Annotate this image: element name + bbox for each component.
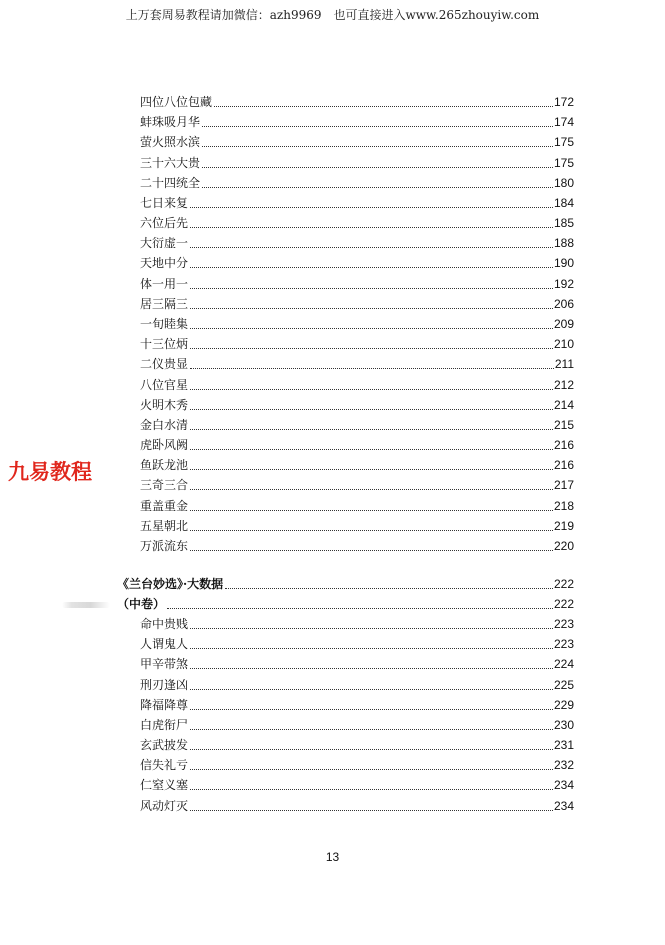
toc-entry-page: 175 (553, 135, 574, 149)
toc-entry-title: 《兰台妙选》·大数据 (117, 577, 224, 591)
toc-entry-title: 风动灯灭 (140, 799, 189, 813)
toc-entry-title: 一旬睦集 (140, 317, 189, 331)
dot-leader (167, 607, 553, 609)
toc-entry-title: 蚌珠吸月华 (140, 115, 201, 129)
toc-entry[interactable] (140, 132, 574, 152)
toc-entry-title: （中卷） (117, 597, 166, 611)
toc-entry-page: 219 (553, 519, 574, 533)
toc-entry-title: 天地中分 (140, 256, 189, 270)
toc-entry[interactable] (140, 614, 574, 634)
dot-leader (190, 307, 553, 309)
toc-entry-title: 八位官星 (140, 378, 189, 392)
dot-leader (190, 266, 553, 268)
dot-leader (190, 728, 553, 730)
toc-entry-page: 175 (553, 156, 574, 170)
toc-entry-page: 215 (553, 418, 574, 432)
toc-entry[interactable] (140, 314, 574, 334)
toc-entry[interactable] (140, 516, 574, 536)
dot-leader (190, 647, 553, 649)
dot-leader (190, 688, 553, 690)
toc-entry-page: 206 (553, 297, 574, 311)
toc-entry-title: 七日来复 (140, 196, 189, 210)
toc-entry-page: 180 (553, 176, 574, 190)
toc-entry[interactable] (140, 375, 574, 395)
toc-entry-title: 鱼跃龙池 (140, 458, 189, 472)
toc-entry-title: 万派流东 (140, 539, 189, 553)
toc-entry-title: 大衍虚一 (140, 236, 189, 250)
dot-leader (190, 428, 553, 430)
toc-entry[interactable] (140, 173, 574, 193)
dot-leader (190, 708, 553, 710)
toc-entry-title: 三十六大贵 (140, 156, 201, 170)
page-number: 13 (325, 850, 340, 864)
toc-entry-page: 223 (553, 637, 574, 651)
toc-entry[interactable] (140, 112, 574, 132)
toc-entry-title: 信失礼亏 (140, 758, 189, 772)
toc-entry[interactable] (140, 213, 574, 233)
toc-entry[interactable] (140, 253, 574, 273)
toc-entry-page: 229 (553, 698, 574, 712)
dot-leader (190, 509, 553, 511)
dot-leader (190, 347, 553, 349)
toc-entry[interactable] (140, 193, 574, 213)
toc-entry-page: 214 (553, 398, 574, 412)
toc-entry-page: 212 (553, 378, 574, 392)
toc-entry[interactable] (140, 735, 574, 755)
toc-entry[interactable] (140, 455, 574, 475)
toc-entry-page: 192 (553, 277, 574, 291)
dot-leader (190, 388, 553, 390)
dot-leader (190, 667, 553, 669)
toc-entry-title: 虎卧风阙 (140, 438, 189, 452)
toc-entry-page: 209 (553, 317, 574, 331)
page-header: 上万套周易教程请加微信：azh9969 也可直接进入www.265zhouyiw.com (125, 8, 540, 22)
toc-entry[interactable] (140, 796, 574, 816)
toc-entry[interactable] (140, 775, 574, 795)
toc-entry-page: 211 (554, 357, 574, 371)
toc-entry-page: 190 (553, 256, 574, 270)
dot-leader (190, 448, 553, 450)
dot-leader (190, 768, 553, 770)
toc-entry[interactable] (140, 354, 574, 374)
toc-entry-title: 人谓鬼人 (140, 637, 189, 651)
toc-entry[interactable] (140, 233, 574, 253)
toc-entry-title: 火明木秀 (140, 398, 189, 412)
dot-leader (202, 186, 553, 188)
toc-entry-page: 210 (553, 337, 574, 351)
dot-leader (202, 166, 553, 168)
dot-leader (190, 226, 553, 228)
toc-entry-title: 命中贵贱 (140, 617, 189, 631)
toc-entry-title: 重盖重金 (140, 499, 189, 513)
toc-entry-page: 185 (553, 216, 574, 230)
toc-entry-page: 218 (553, 499, 574, 513)
dot-leader (190, 367, 554, 369)
dot-leader (225, 587, 553, 589)
toc-entry[interactable] (140, 435, 574, 455)
toc-entry-title: 六位后先 (140, 216, 189, 230)
dot-leader (190, 206, 553, 208)
toc-entry-title: 降福降尊 (140, 698, 189, 712)
dot-leader (190, 246, 553, 248)
toc-entry[interactable] (140, 475, 574, 495)
toc-entry-page: 232 (553, 758, 574, 772)
toc-entry-title: 刑刃逢凶 (140, 678, 189, 692)
toc-entry[interactable] (140, 634, 574, 654)
dot-leader (190, 529, 553, 531)
toc-entry-page: 184 (553, 196, 574, 210)
toc-entry[interactable] (140, 92, 574, 112)
toc-entry-title: 白虎衔尸 (140, 718, 189, 732)
toc-entry-title: 二十四统全 (140, 176, 201, 190)
toc-entry[interactable] (140, 654, 574, 674)
toc-entry-page: 216 (553, 438, 574, 452)
toc-entry-page: 216 (553, 458, 574, 472)
toc-entry-title: 四位八位包藏 (140, 95, 213, 109)
toc-entry-title: 萤火照水滨 (140, 135, 201, 149)
toc-entry[interactable] (140, 294, 574, 314)
toc-entry-page: 222 (553, 577, 574, 591)
toc-entry-page: 223 (553, 617, 574, 631)
toc-entry-page: 172 (553, 95, 574, 109)
dot-leader (190, 468, 553, 470)
dot-leader (190, 627, 553, 629)
dot-leader (190, 488, 553, 490)
toc-entry-title: 二仪贵显 (140, 357, 189, 371)
toc-entry[interactable] (140, 395, 574, 415)
toc-entry-page: 174 (553, 115, 574, 129)
toc-entry-page: 220 (553, 539, 574, 553)
toc-entry-title: 十三位炳 (140, 337, 189, 351)
dot-leader (190, 549, 553, 551)
toc-entry-page: 234 (553, 778, 574, 792)
toc-entry-title: 体一用一 (140, 277, 189, 291)
toc-entry-page: 224 (553, 657, 574, 671)
toc-entry-title: 仁窒义塞 (140, 778, 189, 792)
toc-entry-page: 225 (553, 678, 574, 692)
toc-entry[interactable] (140, 496, 574, 516)
dot-leader (190, 748, 553, 750)
toc-entry-title: 三奇三合 (140, 478, 189, 492)
dot-leader (202, 145, 553, 147)
toc-entry-title: 金白水清 (140, 418, 189, 432)
toc-entry-title: 居三隔三 (140, 297, 189, 311)
toc-entry-page: 217 (553, 478, 574, 492)
toc-entry[interactable] (140, 274, 574, 294)
dot-leader (202, 125, 553, 127)
dot-leader (190, 809, 553, 811)
toc-entry[interactable] (140, 415, 574, 435)
toc-entry[interactable] (140, 675, 574, 695)
toc-entry-page: 234 (553, 799, 574, 813)
toc-entry-title: 玄武披发 (140, 738, 189, 752)
dot-leader (214, 105, 553, 107)
toc-entry[interactable] (140, 536, 574, 556)
dot-leader (190, 788, 553, 790)
toc-entry-page: 230 (553, 718, 574, 732)
scan-smudge (62, 602, 110, 608)
toc-entry-title: 甲辛带煞 (140, 657, 189, 671)
toc-entry[interactable] (140, 695, 574, 715)
toc-entry-page: 188 (553, 236, 574, 250)
toc-entry[interactable] (140, 334, 574, 354)
dot-leader (190, 287, 553, 289)
toc-section-heading[interactable] (117, 574, 574, 594)
dot-leader (190, 327, 553, 329)
toc-entry-page: 231 (553, 738, 574, 752)
toc-entry[interactable] (140, 153, 574, 173)
watermark-label: 九易教程 (8, 460, 92, 484)
dot-leader (190, 408, 553, 410)
toc-entry-page: 222 (553, 597, 574, 611)
toc-entry[interactable] (140, 715, 574, 735)
toc-entry-title: 五星朝北 (140, 519, 189, 533)
toc-subsection-heading[interactable] (117, 594, 574, 614)
toc-entry[interactable] (140, 755, 574, 775)
